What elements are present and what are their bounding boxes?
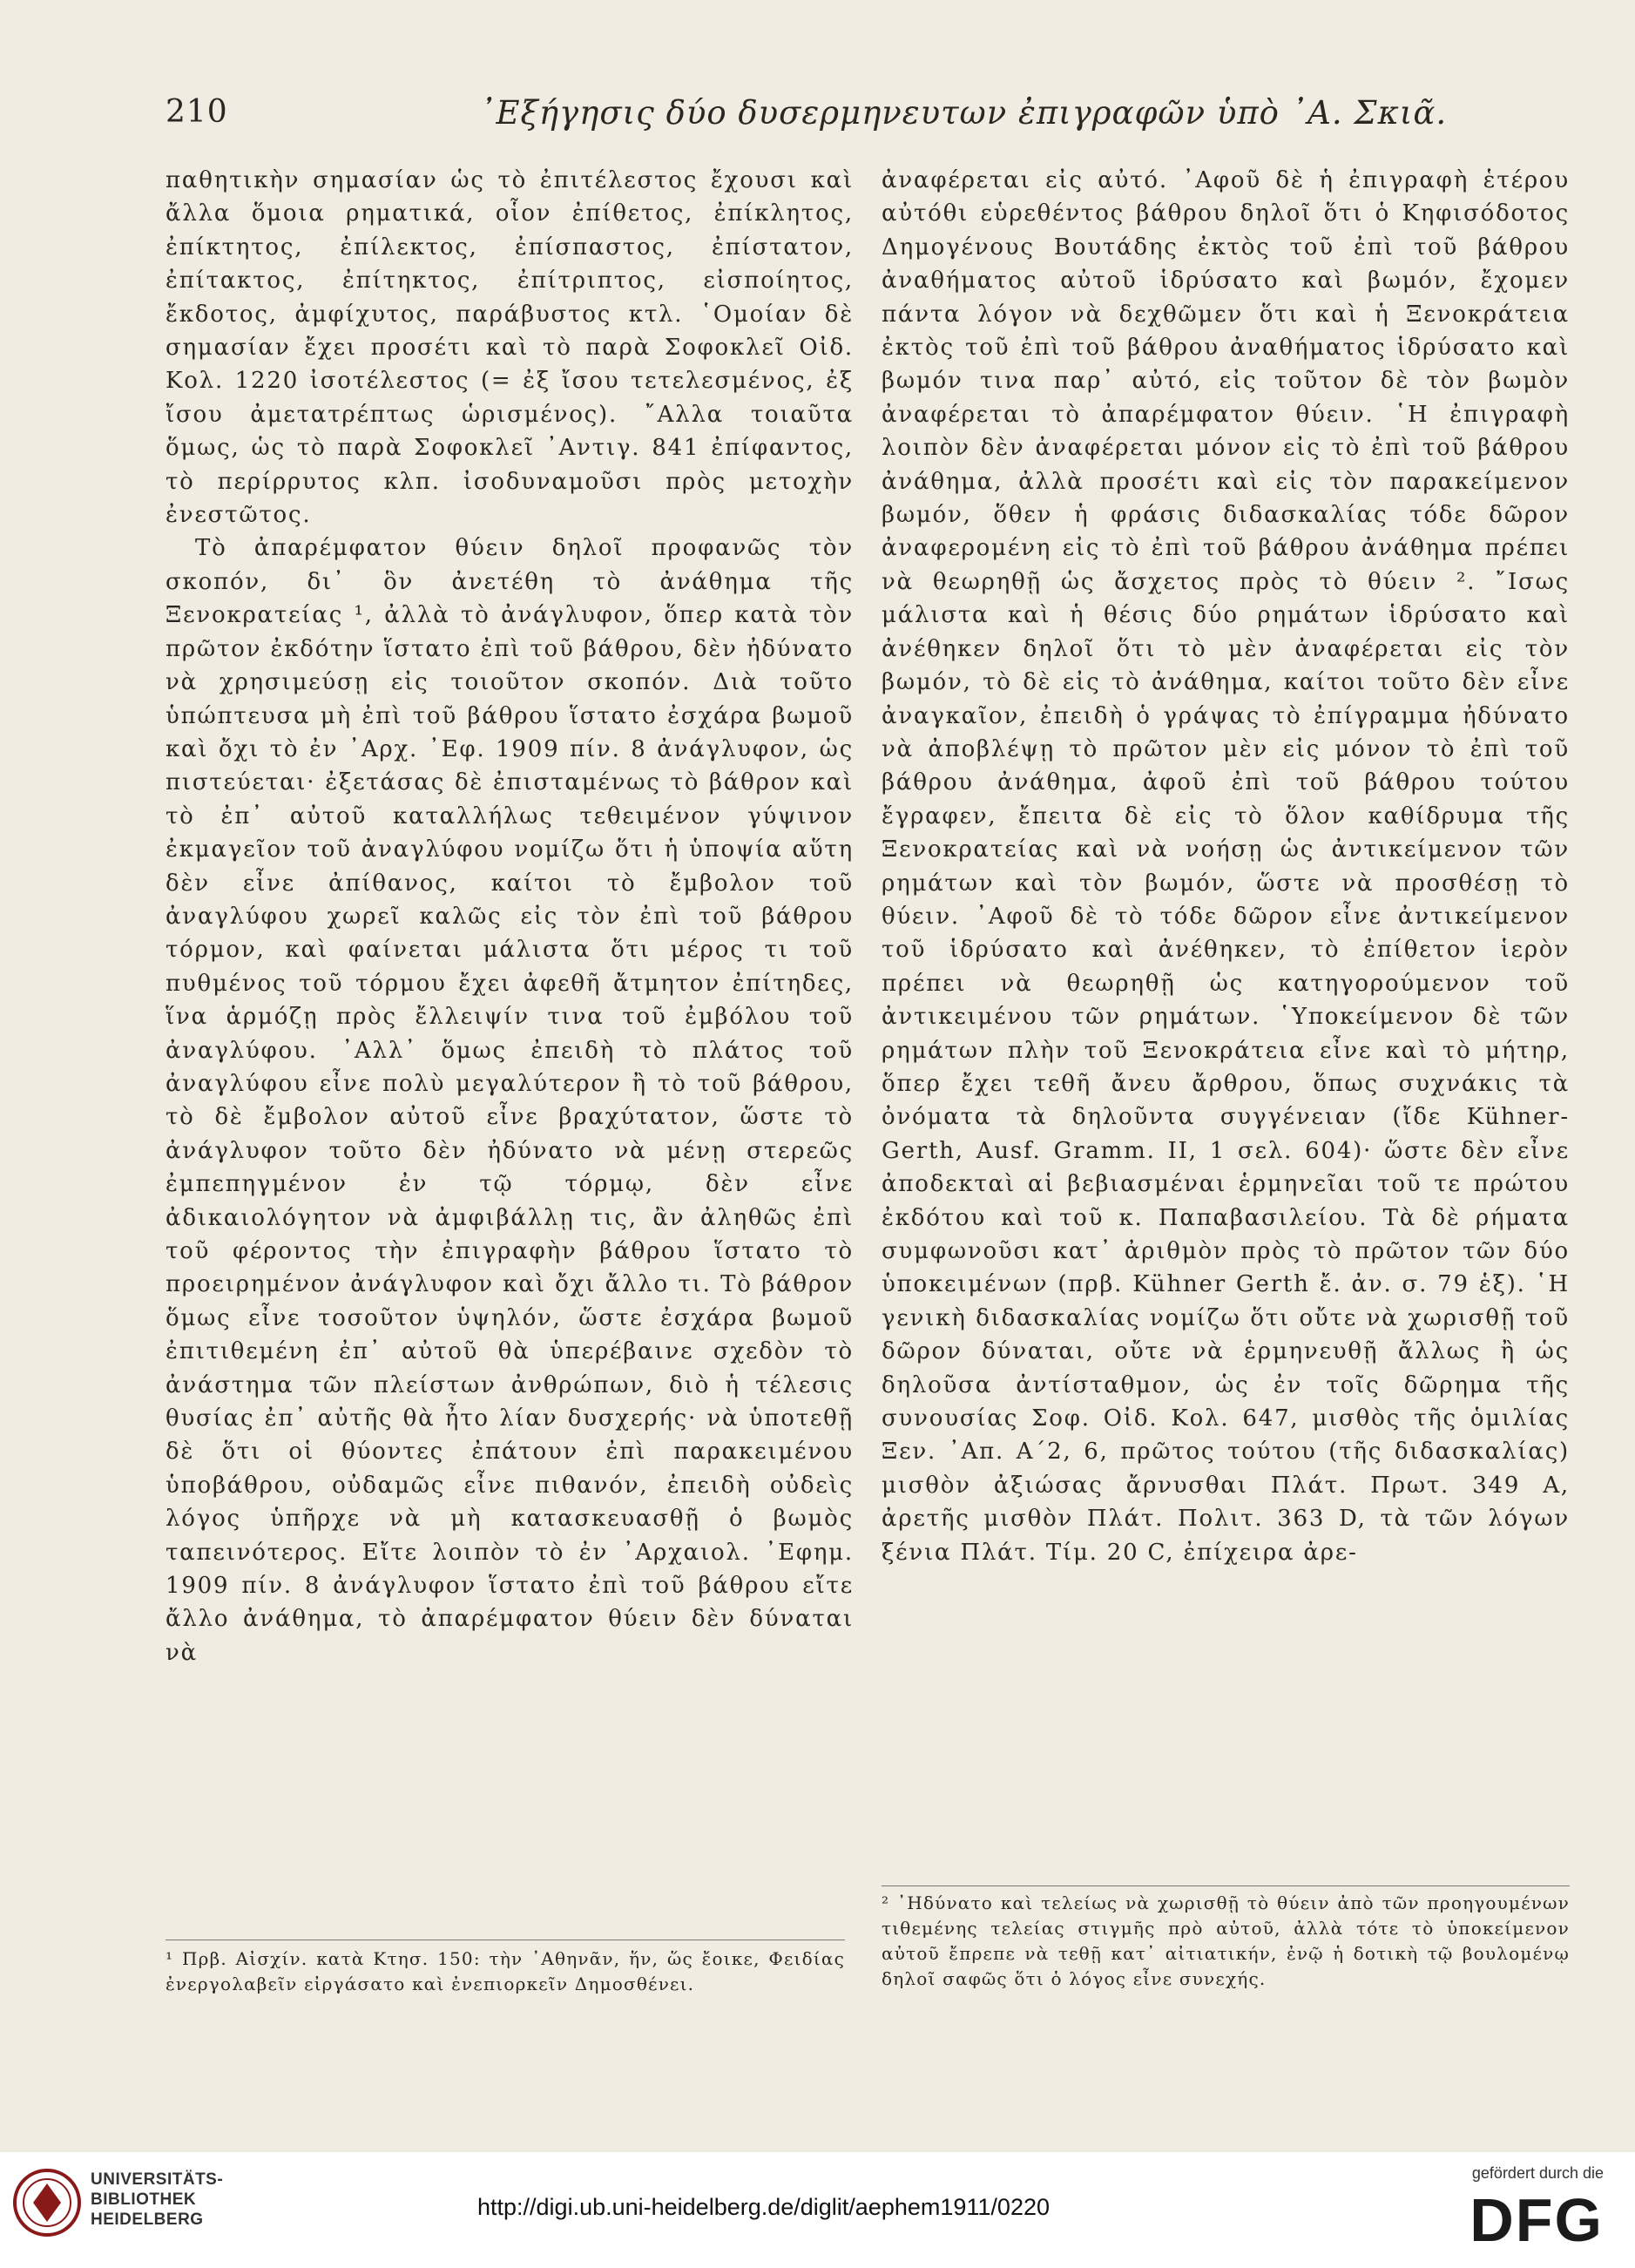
library-name-line-1: UNIVERSITÄTS- [91, 2170, 224, 2189]
left-paragraph-2: Τὸ ἀπαρέμφατον θύειν δηλοῖ προφανῶς τὸν σκοπόν, δι᾿ ὃν ἀνετέθη τὸ ἀνάθημα τῆς Ξενοκρατείας ¹, ἀλλὰ τὸ ἀνάγλυφον, ὅπερ κατὰ τὸν πρῶτον ἐκδότην ἵστατο ἐπὶ τοῦ βάθρου, δὲν ἠδύνατο νὰ χρησιμεύσῃ εἰς τοιοῦτον σκοπόν. Διὰ τοῦτο ὑπώπτευσα μὴ ἐπὶ τοῦ βάθρου ἵστατο ἐσχάρα βωμοῦ καὶ ὄχι τὸ ἐν ᾿Αρχ. ᾿Εφ. 1909 πίν. 8 ἀνάγλυφον, ὡς πιστεύεται· ἐξετάσας δὲ ἐπισταμένως τὸ βάθρον καὶ τὸ ἐπ᾿ αὐτοῦ καταλλήλως τεθειμένον γύψινον ἐκμαγεῖον τοῦ ἀναγλύφου νομίζω ὅτι ἡ ὑποψία αὕτη δὲν εἶνε ἀπίθανος, καίτοι τὸ ἔμβολον τοῦ ἀναγλύφου χωρεῖ καλῶς εἰς τὸν ἐπὶ τοῦ βάθρου τόρμον, καὶ φαίνεται μάλιστα ὅτι μέρος τι τοῦ πυθμένος τοῦ τόρμου ἔχει ἀφεθῆ ἄτμητον ἐπίτηδες, ἵνα ἁρμόζῃ πρὸς ἔλλειψίν τινα τοῦ ἐμβόλου τοῦ ἀναγλύφου. ᾿Αλλ᾿ ὅμως ἐπειδὴ τὸ πλάτος τοῦ ἀναγλύφου εἶνε πολὺ μεγαλύτερον ἢ τὸ τοῦ βάθρου, τὸ δὲ ἔμβολον αὐτοῦ εἶνε βραχύτατον, ὥστε τὸ ἀνάγλυφον τοῦτο δὲν ἠδύνατο νὰ μένῃ στερεῶς ἐμπεπηγμένον ἐν τῷ τόρμῳ, δὲν εἶνε ἀδικαιολόγητον νὰ ἀμφιβάλλῃ τις, ἂν ἀληθῶς ἐπὶ τοῦ φέροντος τὴν ἐπιγραφὴν βάθρου ἵστατο τὸ προειρημένον ἀνάγλυφον καὶ ὄχι ἄλλο τι. Τὸ βάθρον ὅμως εἶνε τοσοῦτον ὑψηλόν, ὥστε ἐσχάρα βωμοῦ ἐπιτιθεμένη ἐπ᾿ αὐτοῦ θὰ ὑπερέβαινε σχεδὸν τὸ ἀνάστημα τῶν πλείστων ἀνθρώπων, διὸ ἡ τέλεσις θυσίας ἐπ᾿ αὐτῆς θὰ ἦτο λίαν δυσχερής· νὰ ὑποτεθῇ δὲ ὅτι οἱ θύοντες ἐπάτουν ἐπὶ παρακειμένου ὑποβάθρου, οὐδαμῶς εἶνε πιθανόν, ἐπειδὴ οὐδεὶς λόγος ὑπῆρχε νὰ μὴ κατασκευασθῇ ὁ βωμὸς ταπεινότερος. Εἴτε λοιπὸν τὸ ἐν ᾿Αρχαιολ. ᾿Εφημ. 1909 πίν. 8 ἀνάγλυφον ἵστατο ἐπὶ τοῦ βάθρου εἴτε ἄλλο ἀνάθημα, τὸ ἀπαρέμφατον θύειν δὲν δύναται νὰ [166, 535, 854, 1666]
left-footnote: ¹ Πρβ. Αἰσχίν. κατὰ Κτησ. 150: τὴν ᾿Αθηνᾶν, ἥν, ὥς ἔοικε, Φειδίας ἐνεργολαβεῖν εἰργάσατο καὶ ἐνεπιορκεῖν Δημοσθένει. [166, 1948, 845, 1994]
page-number: 210 [166, 94, 228, 130]
right-paragraph-1: ἀναφέρεται εἰς αὐτό. ᾿Αφοῦ δὲ ἡ ἐπιγραφὴ ἑτέρου αὐτόθι εὑρεθέντος βάθρου δηλοῖ ὅτι ὁ Κηφισόδοτος Δημογένους Βουτάδης ἐκτὸς τοῦ ἐπὶ τοῦ βάθρου ἀναθήματος αὐτοῦ ἱδρύσατο καὶ βωμόν, ἔχομεν πάντα λόγον νὰ δεχθῶμεν ὅτι καὶ ἡ Ξενοκράτεια ἐκτὸς τοῦ ἐπὶ τοῦ βάθρου ἀναθήματος ἱδρύσατο καὶ βωμόν τινα παρ᾿ αὐτό, εἰς τοῦτον δὲ τὸν βωμὸν ἀναφέρεται τὸ ἀπαρέμφατον θύειν. ῾Η ἐπιγραφὴ λοιπὸν δὲν ἀναφέρεται μόνον εἰς τὸ ἐπὶ τοῦ βάθρου ἀνάθημα, ἀλλὰ προσέτι καὶ εἰς τὸν παρακείμενον βωμόν, ὅθεν ἡ φράσις διδασκαλίας τόδε δῶρον ἀναφερομένη εἰς τὸ ἐπὶ τοῦ βάθρου ἀνάθημα πρέπει νὰ θεωρηθῇ ὡς ἄσχετος πρὸς τὸ θύειν ². ῎Ισως μάλιστα καὶ ἡ θέσις δύο ρημάτων ἱδρύσατο καὶ ἀνέθηκεν δηλοῖ ὅτι τὸ μὲν ἀναφέρεται εἰς τὸν βωμόν, τὸ δὲ εἰς τὸ ἀνάθημα, καίτοι τοῦτο δὲν εἶνε ἀναγκαῖον, ἐπειδὴ ὁ γράψας τὸ ἐπίγραμμα ἠδύνατο νὰ ἀποβλέψῃ τὸ πρῶτον μὲν εἰς μόνον τὸ ἐπὶ τοῦ βάθρου ἀνάθημα, ἀφοῦ ἐπὶ τοῦ βάθρου τούτου ἔγραφεν, ἔπειτα δὲ εἰς τὸ ὅλον καθίδρυμα τῆς Ξενοκρατείας καὶ νὰ νοήσῃ ὡς ἀντικείμενον τῶν ρημάτων καὶ τὸν βωμόν, ὥστε νὰ προσθέσῃ τὸ θύειν. ᾿Αφοῦ δὲ τὸ τόδε δῶρον εἶνε ἀντικείμενον τοῦ ἱδρύσατο καὶ ἀνέθηκεν, τὸ ἐπίθετον ἱερὸν πρέπει νὰ θεωρηθῇ ὡς κατηγορούμενον τοῦ ἀντικειμένου τῶν ρημάτων. ῾Υποκείμενον δὲ τῶν ρημάτων πλὴν τοῦ Ξενοκράτεια εἶνε καὶ τὸ μήτηρ, ὅπερ ἔχει τεθῆ ἄνευ ἄρθρου, ὅπως συχνάκις τὰ ὀνόματα τὰ δηλοῦντα συγγένειαν (ἴδε Kühner-Gerth, Ausf. Gramm. II, 1 σελ. 604)· ὥστε δὲν εἶνε ἀποδεκταὶ αἱ βεβιασμέναι ἑρμηνεῖαι τοῦ τε πρώτου ἐκδότου καὶ τοῦ κ. Παπαβασιλείου. Τὰ δὲ ρήματα συμφωνοῦσι κατ᾿ ἀριθμὸν πρὸς τὸ πρῶτον τῶν δύο ὑποκειμένων (πρβ. Kühner Gerth ἔ. ἀν. σ. 79 ἑξ). ῾Η γενικὴ διδασκαλίας νομίζω ὅτι οὔτε νὰ χωρισθῇ τοῦ δῶρον δύναται, οὔτε νὰ ἑρμηνευθῇ ἄλλως ἢ ὡς δηλοῦσα ἀντίσταθμον, ὡς ἐν τοῖς δῶρημα τῆς συνουσίας Σοφ. Οἰδ. Κολ. 647, μισθὸς τῆς ὁμιλίας Ξεν. ᾿Απ. Α΄2, 6, πρῶτος τούτου (τῆς διδασκαλίας) μισθὸν ἀξιώσας ἄρνυσθαι Πλάτ. Πρωτ. 349 A, ἀρετῆς μισθὸν Πλάτ. Πολιτ. 363 D, τὰ τῶν λόγων ξένια Πλάτ. Τίμ. 20 C, ἐπίχειρα ἀρε- [882, 167, 1570, 1566]
page-header [166, 94, 1594, 146]
library-name [91, 2170, 223, 2230]
right-footnote: ² ᾿Ηδύνατο καὶ τελείως νὰ χωρισθῇ τὸ θύειν ἀπὸ τῶν προηγουμένων τιθεμένης τελείας στιγμῆς πρὸ αὐτοῦ, ἀλλὰ τότε τὸ ὑποκείμενον αὐτοῦ ἔπρεπε νὰ τεθῇ κατ᾿ αἰτιατικήν, ἐνῷ ἡ δοτικὴ τῷ βουλομένῳ δηλοῖ σαφῶς ὅτι ὁ λόγος εἶνε συνεχής. [882, 1892, 1570, 1989]
left-paragraph-1: παθητικὴν σημασίαν ὡς τὸ ἐπιτέλεστος ἔχουσι καὶ ἄλλα ὅμοια ρηματικά, οἷον ἐπίθετος, ἐπίκλητος, ἐπίκτητος, ἐπίλεκτος, ἐπίσπαστος, ἐπίστατον, ἐπίτακτος, ἐπίτηκτος, ἐπίτριπτος, εἰσποίητος, ἔκδοτος, ἀμφίχυτος, παράβυστος κτλ. ῾Ομοίαν δὲ σημασίαν ἔχει προσέτι καὶ τὸ παρὰ Σοφοκλεῖ Οἰδ. Κολ. 1220 ἰσοτέλεστος (= ἐξ ἴσου τετελεσμένος, ἐξ ἴσου ἀμετατρέπτως ὡρισμένος). ῎Αλλα τοιαῦτα ὅμως, ὡς τὸ παρὰ Σοφοκλεῖ ᾿Αντιγ. 841 ἐπίφαντος, τὸ περίρρυτος κλπ. ἰσοδυναμοῦσι πρὸς μετοχὴν ἐνεστῶτος. [166, 167, 854, 529]
left-column [166, 164, 854, 1669]
running-title: ᾿Εξήγησις δύο δυσερμηνευτων ἐπιγραφῶν ὑπὸ ᾿Α. Σκιᾶ. [479, 94, 1448, 132]
right-footnote-rule [882, 1885, 1570, 1886]
permalink-url[interactable]: http://digi.ub.uni-heidelberg.de/diglit/aephem1911/0220 [477, 2194, 1050, 2220]
library-name-line-2: BIBLIOTHEK [91, 2190, 197, 2209]
library-name-line-3: HEIDELBERG [91, 2210, 204, 2229]
digitization-footer [0, 2152, 1635, 2268]
university-seal-icon [12, 2168, 82, 2238]
right-column [882, 164, 1570, 1569]
funding-note: gefördert durch die [1471, 2164, 1604, 2182]
dfg-logo: DFG [1469, 2186, 1604, 2254]
